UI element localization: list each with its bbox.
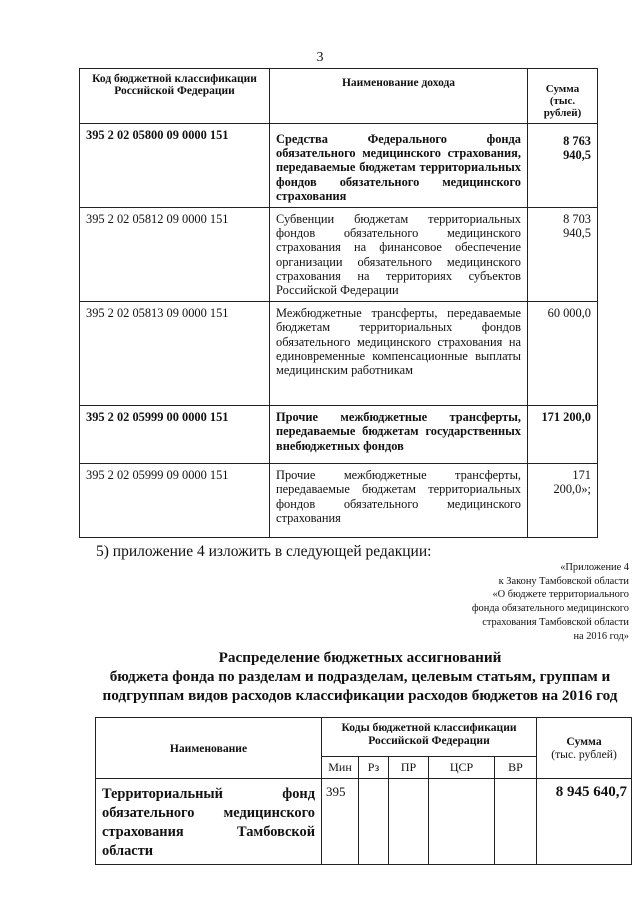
annex-line: страхования Тамбовской области <box>482 616 629 628</box>
sum-column-header <box>537 718 632 779</box>
expense-name: Территориальный фонд обязательного медицинского страхования Тамбовской области <box>96 779 322 865</box>
csr-code <box>429 779 495 865</box>
section-heading <box>80 648 640 705</box>
heading-line: бюджета фонда по разделам и подразделам, целевым статьям, группам и <box>109 668 611 685</box>
csr-column-header: ЦСР <box>429 757 495 779</box>
sum-column-header <box>528 69 598 124</box>
income-name: Средства Федерального фонда обязательного медицинского страхования, передаваемые бюджетам территориальных фондов обязательного медицинского страхования <box>270 124 528 208</box>
vr-code <box>495 779 537 865</box>
income-sum: 171 200,0»; <box>528 464 598 538</box>
codes-column-header: Коды бюджетной классификации Российской Федерации <box>322 718 537 757</box>
expense-sum: 8 945 640,7 <box>537 779 632 865</box>
amendment-paragraph: 5) приложение 4 изложить в следующей редакции: <box>96 543 432 560</box>
heading-line: Распределение бюджетных ассигнований <box>218 649 502 666</box>
sum-title: Сумма <box>566 735 602 748</box>
sum-unit: (тыс. рублей) <box>543 95 582 119</box>
table-row <box>80 124 598 208</box>
expense-table-header <box>96 718 632 757</box>
annex-line: «О бюджете территориального <box>492 589 629 601</box>
budget-code: 395 2 02 05800 09 0000 151 <box>80 124 270 208</box>
table-row <box>80 464 598 538</box>
table-row <box>80 302 598 406</box>
income-name: Прочие межбюджетные трансферты, передаваемые бюджетам территориальных фондов обязательного медицинского страхования <box>270 464 528 538</box>
name-column-header: Наименование дохода <box>270 69 528 124</box>
annex-line: на 2016 год» <box>573 630 629 642</box>
annex-line: к Закону Тамбовской области <box>498 575 629 587</box>
min-column-header: Мин <box>322 757 359 779</box>
budget-code: 395 2 02 05999 09 0000 151 <box>80 464 270 538</box>
annex-note <box>399 561 629 643</box>
name-column-header: Наименование <box>96 718 322 779</box>
income-sum: 8 763 940,5 <box>528 124 598 208</box>
budget-code: 395 2 02 05812 09 0000 151 <box>80 208 270 302</box>
income-sum: 60 000,0 <box>528 302 598 406</box>
budget-code: 395 2 02 05813 09 0000 151 <box>80 302 270 406</box>
pr-code <box>389 779 429 865</box>
page-number: 3 <box>316 50 324 65</box>
revenue-table <box>79 68 598 538</box>
rz-column-header: Рз <box>359 757 389 779</box>
vr-column-header: ВР <box>495 757 537 779</box>
sum-unit: (тыс. рублей) <box>551 748 617 761</box>
table-row <box>80 208 598 302</box>
income-name: Межбюджетные трансферты, передаваемые бюджетам территориальных фондов обязательного медицинского страхования на единовременные компенсационные выплаты медицинским работникам <box>270 302 528 406</box>
code-column-header: Код бюджетной классификации Российской Федерации <box>80 69 270 124</box>
budget-code: 395 2 02 05999 00 0000 151 <box>80 406 270 464</box>
income-name: Прочие межбюджетные трансферты, передаваемые бюджетам государственных внебюджетных фондов <box>270 406 528 464</box>
annex-line: «Приложение 4 <box>560 562 629 573</box>
revenue-table-header <box>80 69 598 124</box>
table-row <box>96 779 632 865</box>
min-code: 395 <box>322 779 359 865</box>
sum-title: Сумма <box>545 83 580 95</box>
income-sum: 8 703 940,5 <box>528 208 598 302</box>
heading-line: подгруппам видов расходов классификации расходов бюджетов на 2016 год <box>102 687 618 704</box>
income-sum: 171 200,0 <box>528 406 598 464</box>
rz-code <box>359 779 389 865</box>
table-row <box>80 406 598 464</box>
income-name: Субвенции бюджетам территориальных фондов обязательного медицинского страхования на финансовое обеспечение организации обязательного медицинского страхования на территориях субъектов Российской Федерации <box>270 208 528 302</box>
expense-table <box>95 717 632 865</box>
pr-column-header: ПР <box>389 757 429 779</box>
annex-line: фонда обязательного медицинского <box>471 603 629 615</box>
